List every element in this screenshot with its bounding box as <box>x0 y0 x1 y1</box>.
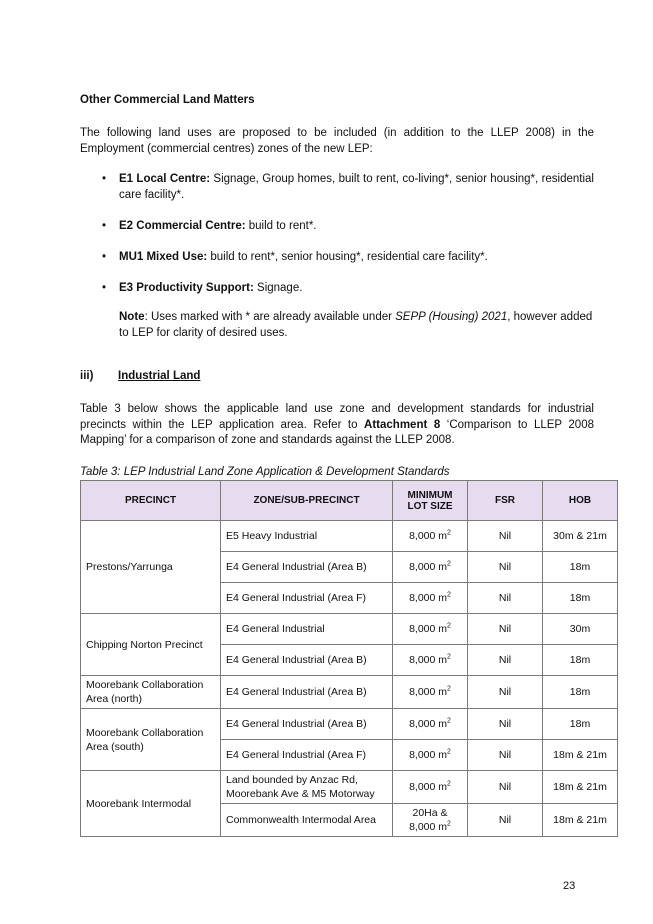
list-item: • E1 Local Centre: Signage, Group homes, built to rent, co-living*, senior housing*, residential care facility*. <box>96 172 594 203</box>
fsr-cell: Nil <box>468 676 543 709</box>
hob-cell: 18m <box>543 583 618 614</box>
precinct-cell: Moorebank Intermodal <box>81 771 221 837</box>
subsection-heading: iii) Industrial Land <box>80 370 201 382</box>
precinct-cell: Prestons/Yarrunga <box>81 521 221 614</box>
hob-cell: 18m & 21m <box>543 804 618 837</box>
zone-cell: E4 General Industrial (Area B) <box>221 645 393 676</box>
zone-cell: Commonwealth Intermodal Area <box>221 804 393 837</box>
zone-cell: E4 General Industrial <box>221 614 393 645</box>
lot-cell: 8,000 $m^2$ <box>393 771 468 804</box>
header-lot-size: MINIMUM LOT SIZE <box>393 481 468 521</box>
fsr-cell: Nil <box>468 583 543 614</box>
header-fsr: FSR <box>468 481 543 521</box>
lot-cell: 20Ha & 8,000 $m^2$ <box>393 804 468 837</box>
note-paragraph: Note: Uses marked with * are already available under SEPP (Housing) 2021, however added to LEP for clarity of desired uses. <box>119 311 593 339</box>
hob-cell: 30m <box>543 614 618 645</box>
fsr-cell: Nil <box>468 521 543 552</box>
fsr-cell: Nil <box>468 614 543 645</box>
table-row <box>81 521 618 552</box>
lot-cell: 8,000 $m^2$ <box>393 740 468 771</box>
header-hob: HOB <box>543 481 618 521</box>
fsr-cell: Nil <box>468 709 543 740</box>
zone-cell: E4 General Industrial (Area F) <box>221 740 393 771</box>
industrial-standards-table <box>80 480 618 837</box>
lot-cell: 8,000 $m^2$ <box>393 645 468 676</box>
hob-cell: 30m & 21m <box>543 521 618 552</box>
fsr-cell: Nil <box>468 740 543 771</box>
lot-cell: 8,000 $m^2$ <box>393 583 468 614</box>
zone-cell: E4 General Industrial (Area B) <box>221 709 393 740</box>
industrial-paragraph: Table 3 below shows the applicable land use zone and development standards for industrial precincts within the LEP application area. Refer to Attachment 8 ‘Comparison to LLEP 2008 Mapping’ for a comparison of zone and standards against the LLEP 2008. <box>80 403 594 446</box>
hob-cell: 18m <box>543 552 618 583</box>
lot-cell: 8,000 $m^2$ <box>393 709 468 740</box>
zone-cell: E4 General Industrial (Area F) <box>221 583 393 614</box>
fsr-cell: Nil <box>468 804 543 837</box>
header-precinct: PRECINCT <box>81 481 221 521</box>
lot-cell: 8,000 $m^2$ <box>393 521 468 552</box>
list-item: • E3 Productivity Support: Signage. <box>96 281 594 297</box>
land-use-list <box>96 172 594 312</box>
fsr-cell: Nil <box>468 552 543 583</box>
precinct-cell: Moorebank Collaboration Area (south) <box>81 709 221 771</box>
list-item: • E2 Commercial Centre: build to rent*. <box>96 219 594 235</box>
zone-cell: Land bounded by Anzac Rd, Moorebank Ave & M5 Motorway <box>221 771 393 804</box>
fsr-cell: Nil <box>468 645 543 676</box>
page-number: 23 <box>563 880 576 892</box>
zone-cell: E5 Heavy Industrial <box>221 521 393 552</box>
zone-cell: E4 General Industrial (Area B) <box>221 552 393 583</box>
table-row <box>81 709 618 740</box>
table-header-row <box>81 481 618 521</box>
precinct-cell: Chipping Norton Precinct <box>81 614 221 676</box>
hob-cell: 18m <box>543 676 618 709</box>
precinct-cell: Moorebank Collaboration Area (north) <box>81 676 221 709</box>
table-row <box>81 614 618 645</box>
table-row <box>81 771 618 804</box>
table-row <box>81 676 618 709</box>
list-item: • MU1 Mixed Use: build to rent*, senior housing*, residential care facility*. <box>96 250 594 266</box>
lot-cell: 8,000 $m^2$ <box>393 614 468 645</box>
section-heading: Other Commercial Land Matters <box>80 94 255 106</box>
header-zone: ZONE/SUB-PRECINCT <box>221 481 393 521</box>
zone-cell: E4 General Industrial (Area B) <box>221 676 393 709</box>
intro-paragraph: The following land uses are proposed to be included (in addition to the LLEP 2008) in the Employment (commercial centres) zones of the new LEP: <box>80 127 594 155</box>
hob-cell: 18m & 21m <box>543 771 618 804</box>
hob-cell: 18m <box>543 645 618 676</box>
fsr-cell: Nil <box>468 771 543 804</box>
lot-cell: 8,000 $m^2$ <box>393 676 468 709</box>
lot-cell: 8,000 $m^2$ <box>393 552 468 583</box>
table-caption: Table 3: LEP Industrial Land Zone Application & Development Standards <box>80 466 450 478</box>
hob-cell: 18m <box>543 709 618 740</box>
hob-cell: 18m & 21m <box>543 740 618 771</box>
